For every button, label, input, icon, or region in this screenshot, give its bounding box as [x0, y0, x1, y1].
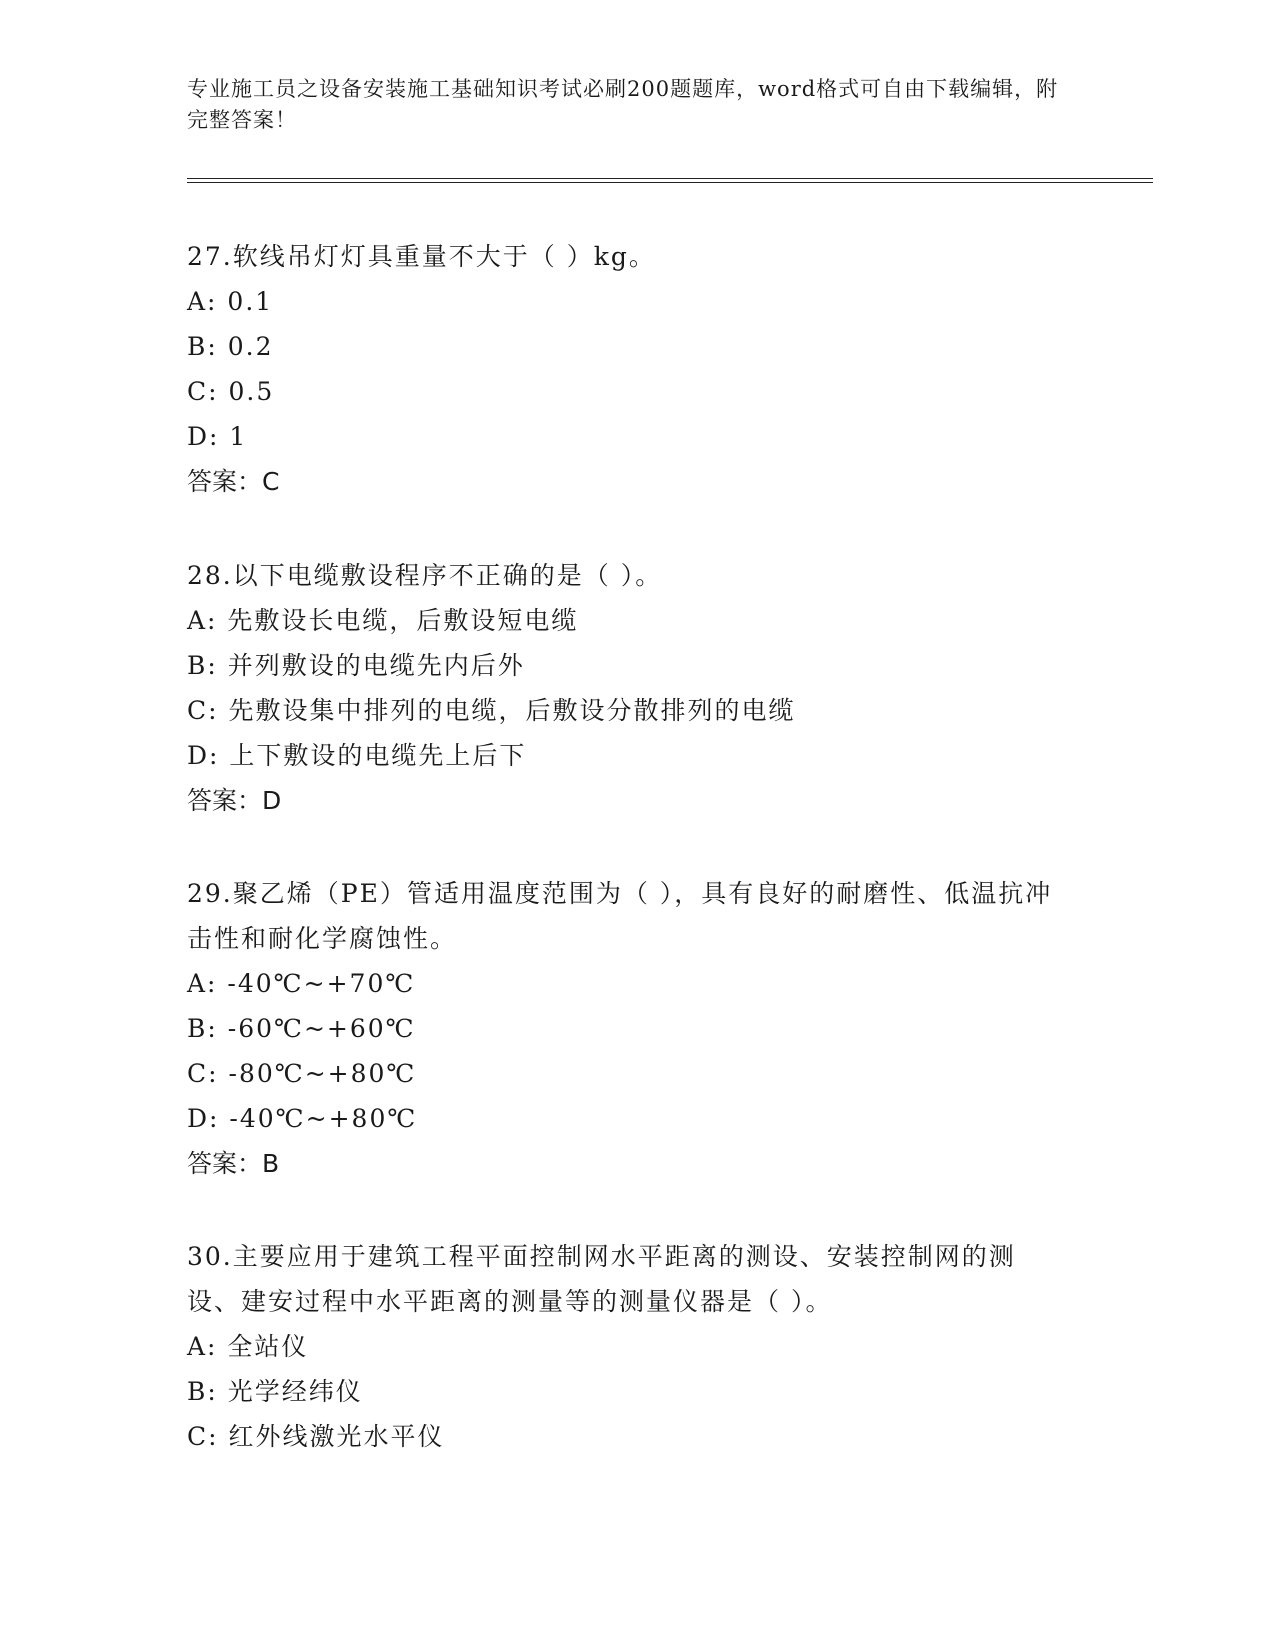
option-a: A: 先敷设长电缆，后敷设短电缆 — [187, 606, 579, 635]
option-b: B: 0.2 — [187, 332, 274, 361]
question-29 — [187, 871, 1067, 1186]
option-c: C: -80℃~+80℃ — [187, 1059, 417, 1088]
header-divider-top — [187, 178, 1153, 179]
option-b: B: -60℃~+60℃ — [187, 1014, 416, 1043]
question-30 — [187, 1234, 1067, 1459]
option-d: D: 上下敷设的电缆先上后下 — [187, 741, 527, 770]
question-27 — [187, 234, 1067, 504]
header-divider-bottom — [187, 182, 1153, 183]
option-c: C: 红外线激光水平仪 — [187, 1422, 445, 1451]
answer: 答案：D — [187, 786, 282, 815]
question-text: 29.聚乙烯（PE）管适用温度范围为（ ），具有良好的耐磨性、低温抗冲击性和耐化学腐蚀性。 — [187, 879, 1053, 953]
document-header: 专业施工员之设备安装施工基础知识考试必刷200题题库，word格式可自由下载编辑，附完整答案！ — [187, 77, 1059, 132]
question-text: 27.软线吊灯灯具重量不大于（ ）kg。 — [187, 242, 656, 271]
option-d: D: -40℃~+80℃ — [187, 1104, 418, 1133]
option-a: A: 全站仪 — [187, 1332, 309, 1361]
option-a: A: 0.1 — [187, 287, 274, 316]
option-b: B: 并列敷设的电缆先内后外 — [187, 651, 525, 680]
question-text: 28.以下电缆敷设程序不正确的是（ ）。 — [187, 561, 663, 590]
option-b: B: 光学经纬仪 — [187, 1377, 363, 1406]
option-d: D: 1 — [187, 422, 248, 451]
answer: 答案：B — [187, 1149, 280, 1178]
option-c: C: 先敷设集中排列的电缆，后敷设分散排列的电缆 — [187, 696, 796, 725]
answer: 答案：C — [187, 467, 280, 496]
question-text: 30.主要应用于建筑工程平面控制网水平距离的测设、安装控制网的测设、建安过程中水平距离的测量等的测量仪器是（ ）。 — [187, 1242, 1016, 1316]
option-c: C: 0.5 — [187, 377, 275, 406]
option-a: A: -40℃~+70℃ — [187, 969, 416, 998]
question-28 — [187, 553, 1067, 823]
